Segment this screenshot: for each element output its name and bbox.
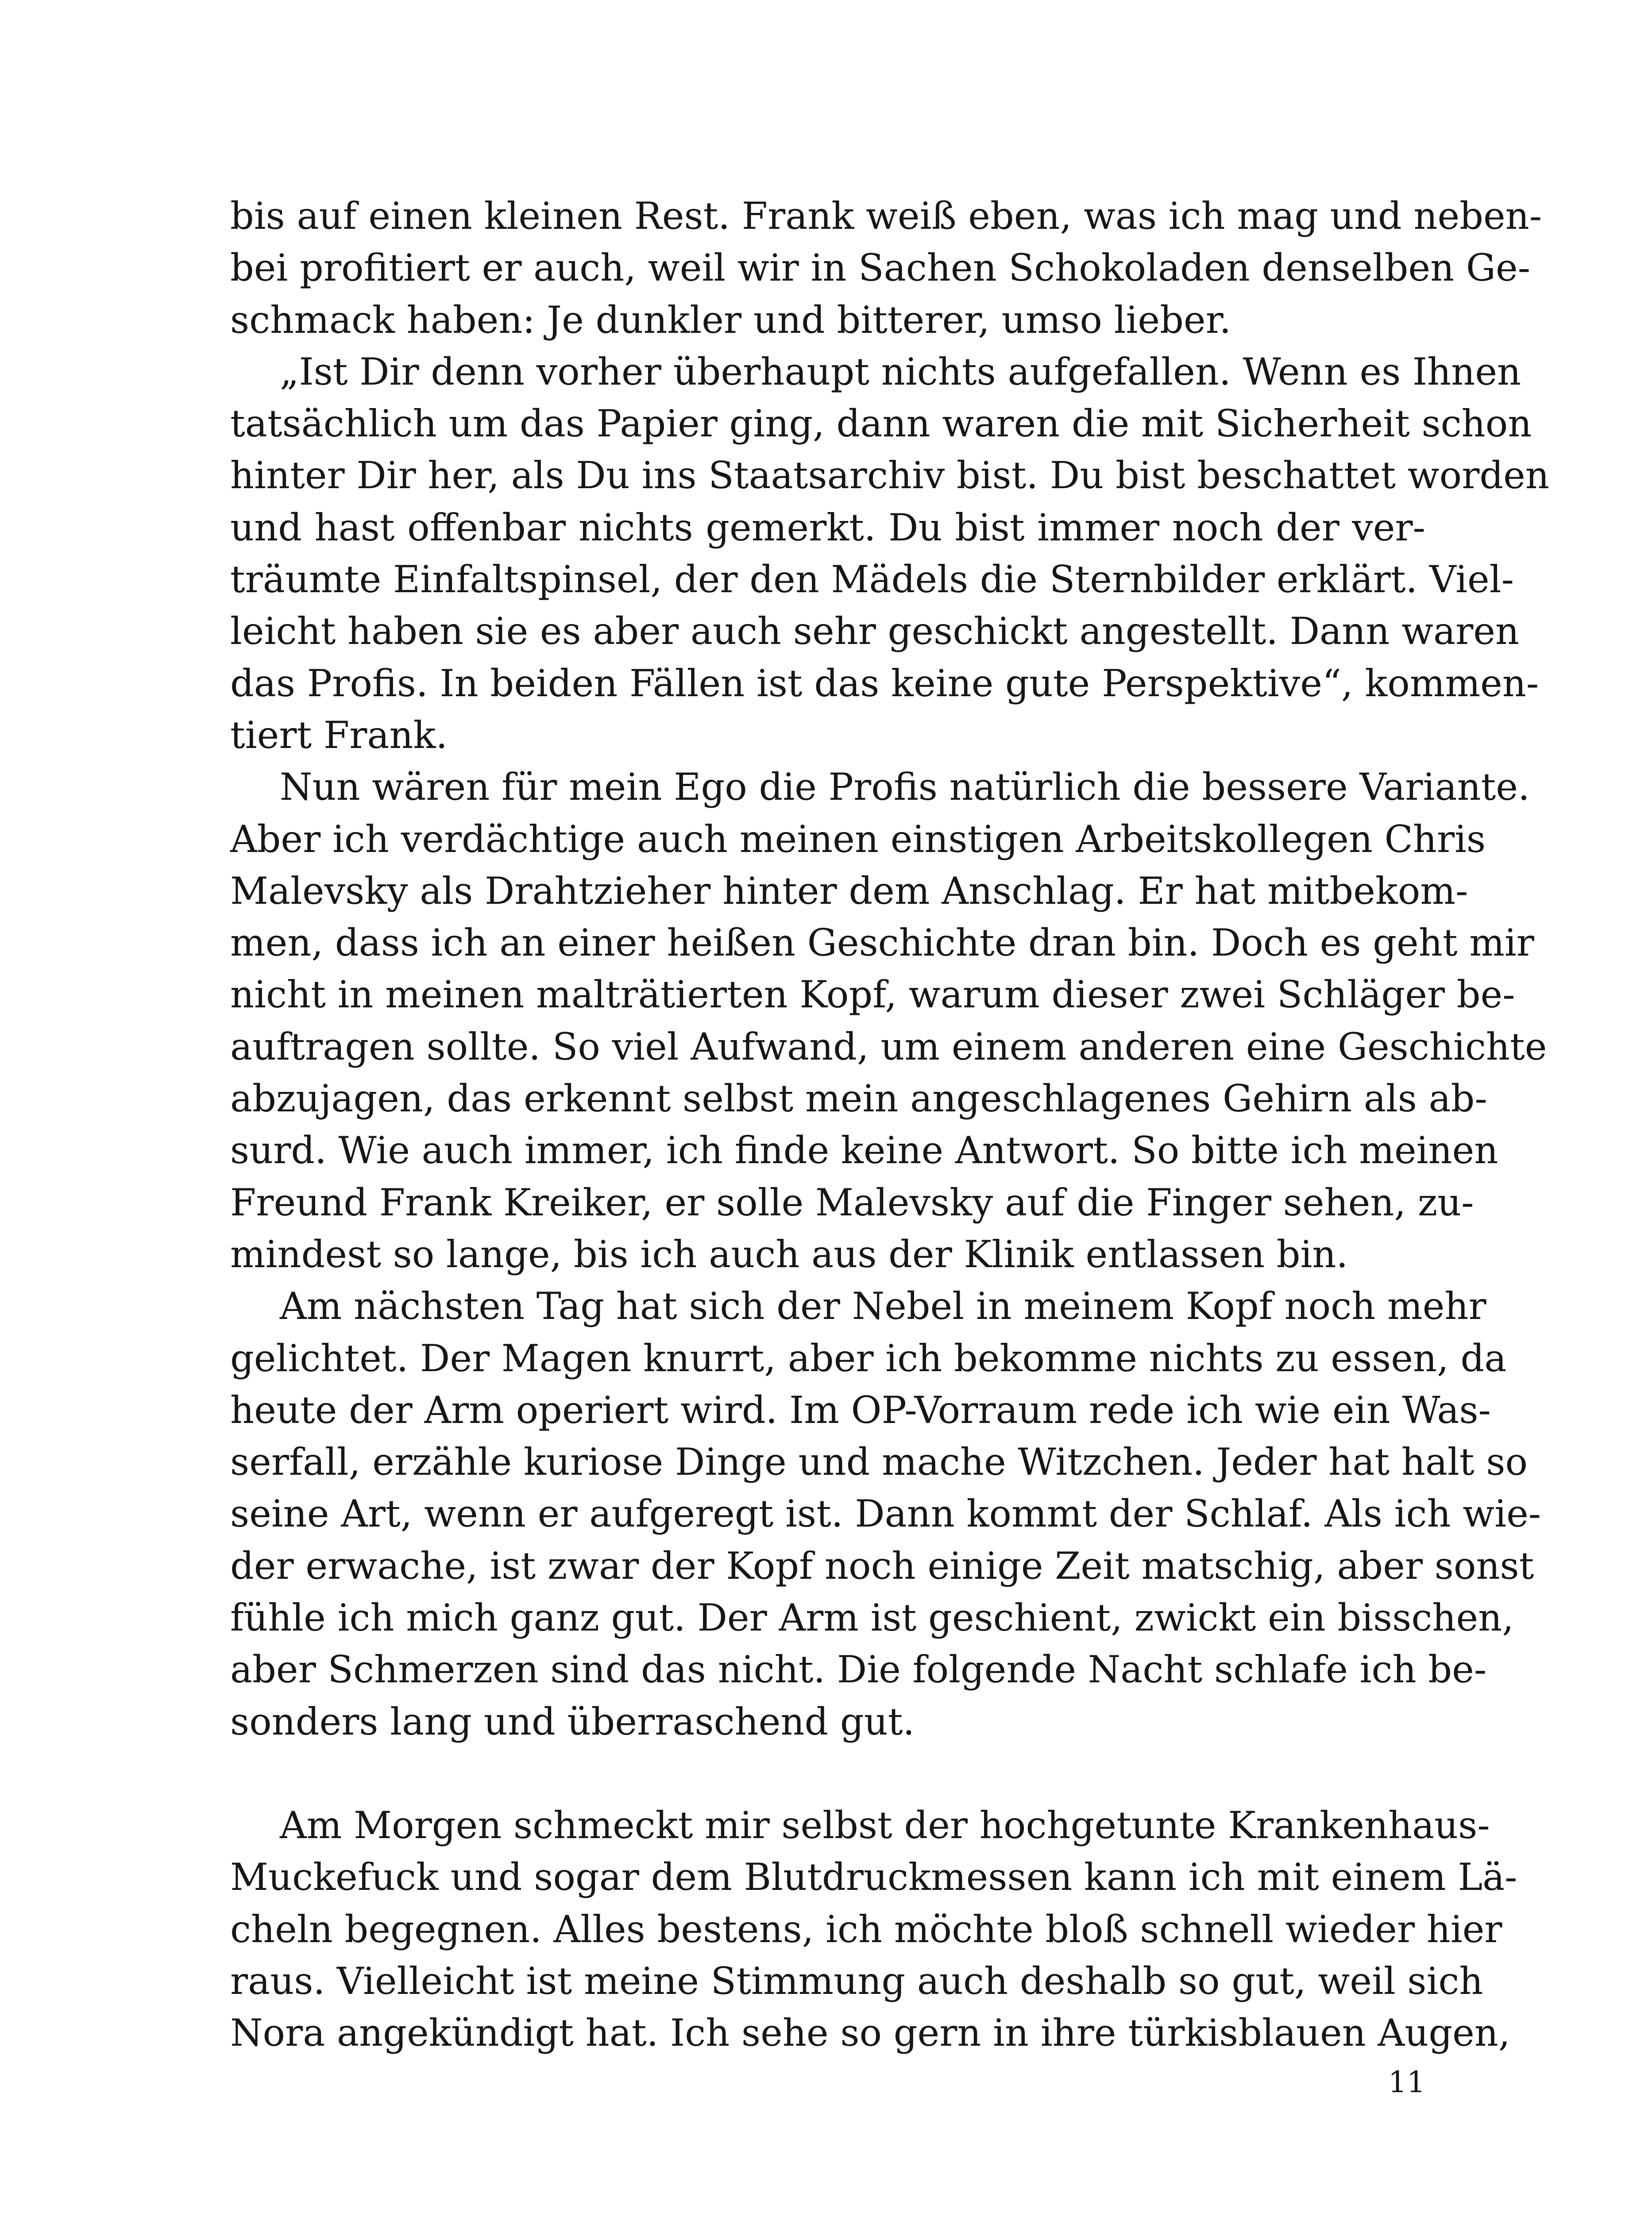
text-line: gelichtet. Der Magen knurrt, aber ich bekomme nichts zu essen, da	[230, 1336, 1507, 1380]
text-line: hinter Dir her, als Du ins Staatsarchiv bist. Du bist beschattet worden	[230, 454, 1549, 497]
text-line: raus. Vielleicht ist meine Stimmung auch deshalb so gut, weil sich	[230, 1959, 1483, 2003]
text-line: „Ist Dir denn vorher überhaupt nichts aufgefallen. Wenn es Ihnen	[280, 350, 1521, 393]
text-line: Malevsky als Drahtzieher hinter dem Anschlag. Er hat mitbekom-	[230, 869, 1468, 913]
text-line: und hast offenbar nichts gemerkt. Du bist immer noch der ver-	[230, 505, 1425, 549]
text-line: surd. Wie auch immer, ich finde keine Antwort. So bitte ich meinen	[230, 1129, 1498, 1172]
text-line: bis auf einen kleinen Rest. Frank weiß eben, was ich mag und neben-	[230, 194, 1542, 238]
text-line: Muckefuck und sogar dem Blutdruckmessen kann ich mit einem Lä-	[230, 1855, 1517, 1899]
paragraph	[230, 761, 1547, 1280]
text-line: träumte Einfaltspinsel, der den Mädels die Sternbilder erklärt. Viel-	[230, 558, 1514, 601]
text-line: Nun wären für mein Ego die Profis natürlich die bessere Variante.	[280, 765, 1530, 809]
body-text	[230, 190, 1549, 2059]
paragraph	[230, 1800, 1517, 2059]
text-line: leicht haben sie es aber auch sehr geschickt angestellt. Dann waren	[230, 609, 1520, 653]
text-line: serfall, erzähle kuriose Dinge und mache Witzchen. Jeder hat halt so	[230, 1440, 1528, 1484]
text-line: Am nächsten Tag hat sich der Nebel in meinem Kopf noch mehr	[280, 1284, 1486, 1328]
text-line: cheln begegnen. Alles bestens, ich möchte bloß schnell wieder hier	[230, 1907, 1502, 1951]
text-line: auftragen sollte. So viel Aufwand, um einem anderen eine Geschichte	[230, 1025, 1547, 1068]
text-line: tatsächlich um das Papier ging, dann waren die mit Sicherheit schon	[230, 402, 1532, 446]
text-line: fühle ich mich ganz gut. Der Arm ist geschient, zwickt ein bisschen,	[230, 1596, 1514, 1640]
text-line: aber Schmerzen sind das nicht. Die folgende Nacht schlafe ich be-	[230, 1648, 1487, 1692]
text-line: seine Art, wenn er aufgeregt ist. Dann kommt der Schlaf. Als ich wie-	[230, 1492, 1541, 1536]
text-line: Aber ich verdächtige auch meinen einstigen Arbeitskollegen Chris	[230, 817, 1486, 861]
text-line: men, dass ich an einer heißen Geschichte dran bin. Doch es geht mir	[230, 921, 1534, 965]
paragraph	[230, 1280, 1541, 1748]
page-number: 11	[1388, 2065, 1425, 2099]
text-line: der erwache, ist zwar der Kopf noch einige Zeit matschig, aber sonst	[230, 1544, 1534, 1588]
text-line: sonders lang und überraschend gut.	[230, 1700, 915, 1743]
paragraph	[230, 190, 1542, 346]
text-line: Am Morgen schmeckt mir selbst der hochgetunte Krankenhaus-	[280, 1803, 1490, 1847]
text-line: Nora angekündigt hat. Ich sehe so gern in ihre türkisblauen Augen,	[230, 2011, 1510, 2055]
text-line: tiert Frank.	[230, 713, 448, 757]
text-line: bei profitiert er auch, weil wir in Sachen Schokoladen denselben Ge-	[230, 246, 1531, 290]
text-line: abzujagen, das erkennt selbst mein angeschlagenes Gehirn als ab-	[230, 1077, 1487, 1121]
text-line: heute der Arm operiert wird. Im OP-Vorraum rede ich wie ein Was-	[230, 1388, 1491, 1432]
paragraph	[230, 346, 1549, 761]
text-line: nicht in meinen malträtierten Kopf, warum dieser zwei Schläger be-	[230, 973, 1515, 1017]
text-line: mindest so lange, bis ich auch aus der Klinik entlassen bin.	[230, 1232, 1348, 1276]
section-break	[230, 1748, 1425, 1800]
text-line: das Profis. In beiden Fällen ist das keine gute Perspektive“, kommen-	[230, 661, 1539, 705]
text-line: Freund Frank Kreiker, er solle Malevsky auf die Finger sehen, zu-	[230, 1180, 1474, 1224]
text-line: schmack haben: Je dunkler und bitterer, umso lieber.	[230, 298, 1231, 342]
